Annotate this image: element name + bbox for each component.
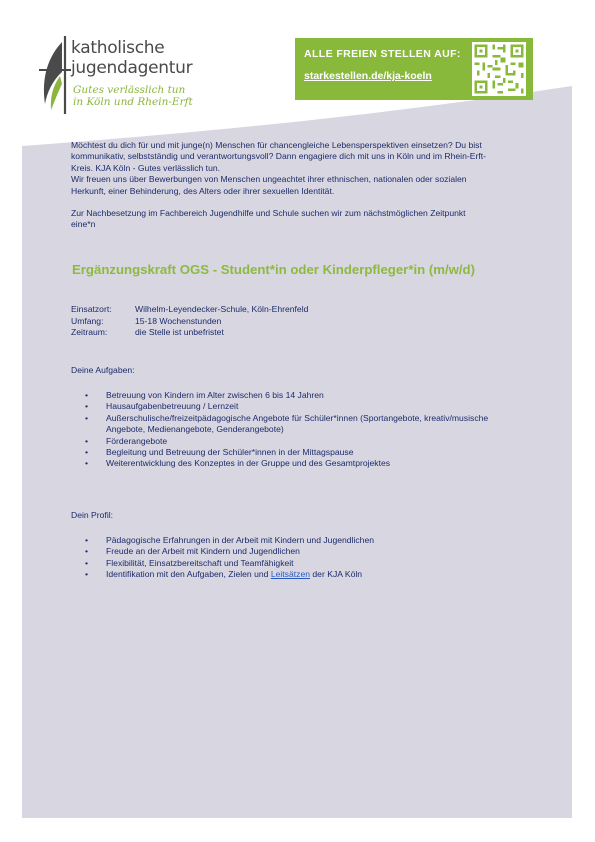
tasks-list [85,390,525,470]
list-item: • Flexibilität, Einsatzbereitschaft und Teamfähigkeit [85,557,294,568]
intro-text [71,140,531,231]
intro-line: Möchtest du dich für und mit junge(n) Menschen für chancengleiche Lebensperspektiven einsetzen? Du bist [71,140,482,150]
bullet-icon: • [85,447,89,458]
bullet-icon: • [85,535,89,545]
intro-line: Wir freuen uns über Bewerbungen von Menschen ungeachtet ihrer ethnischen, nationalen oder sozialen [71,174,467,185]
logo-text-line1: katholische [71,38,165,58]
detail-value: die Stelle ist unbefristet [135,327,224,338]
lead-line: Zur Nachbesetzung im Fachbereich Jugendhilfe und Schule suchen wir zum nächstmöglichen Zeitpunkt [71,208,466,219]
detail-value: Wilhelm-Leyendecker-Schule, Köln-Ehrenfeld [135,304,309,314]
profile-section [71,510,375,580]
bullet-icon: • [85,390,89,400]
detail-label: Umfang: [71,315,104,326]
detail-row [71,316,308,328]
cross-figure-logo-icon [35,34,73,116]
logo-text-line2: jugendagentur [71,58,193,78]
detail-label: Einsatzort: [71,304,112,314]
logo-tagline-line2: in Köln und Rhein-Erft [73,96,193,108]
bullet-icon: • [85,546,89,557]
detail-row [71,304,308,316]
bullet-icon: • [85,401,89,412]
tasks-heading: Deine Aufgaben: [71,365,135,375]
bullet-icon: • [85,557,89,568]
job-title: Ergänzungskraft OGS - Student*in oder Kinderpfleger*in (m/w/d) [72,262,475,277]
list-item: • Förderangebote [85,435,168,446]
list-item: • Hausaufgabenbetreuung / Lernzeit [85,401,239,412]
bullet-icon: • [85,412,89,423]
qr-code-icon[interactable] [472,42,526,96]
detail-label: Zeitraum: [71,327,108,338]
bullet-icon: • [85,458,89,469]
kja-logo [35,34,225,124]
intro-line: Herkunft, einer Behinderung, des Alters oder ihrer sexuellen Identität. [71,185,335,196]
leitsaetze-link[interactable]: Leitsätzen [270,569,311,580]
bullet-icon: • [85,569,89,580]
detail-row [71,327,308,339]
banner-heading: ALLE FREIEN STELLEN AUF: [304,48,461,60]
job-details [71,304,308,339]
banner-link[interactable]: starkestellen.de/kja-koeln [304,70,432,82]
profile-heading: Dein Profil: [71,510,114,520]
intro-line: Kreis. KJA Köln - Gutes verlässlich tun. [71,162,221,173]
list-item: • Außerschulische/freizeitpädagogische Angebote für Schüler*innen (Sportangebote, kreativ/musische Angebote, Medienangebote, Genderangebote) [85,412,489,435]
list-item: • Betreuung von Kindern im Alter zwischen 6 bis 14 Jahren [85,390,324,400]
tasks-section [71,365,489,469]
list-item: • Pädagogische Erfahrungen in der Arbeit mit Kindern und Jugendlichen [85,535,375,545]
logo-tagline-line1: Gutes verlässlich tun [73,84,186,96]
detail-value: 15-18 Wochenstunden [135,315,222,326]
intro-line: kommunikativ, selbstständig und verantwortungsvoll? Dann engagiere dich mit uns in Köln und im Rhein-Erft- [71,151,486,162]
list-item: • Freude an der Arbeit mit Kindern und Jugendlichen [85,546,300,557]
lead-line: eine*n [71,219,96,230]
list-item: • Weiterentwicklung des Konzeptes in der Gruppe und des Gesamtprojektes [85,458,391,469]
jobs-banner [295,38,533,100]
bullet-icon: • [85,435,89,446]
profile-list [85,535,525,581]
list-item: • Identifikation mit den Aufgaben, Zielen und Leitsätzen der KJA Köln [85,569,363,580]
list-item: • Begleitung und Betreuung der Schüler*innen in der Mittagspause [85,447,354,458]
